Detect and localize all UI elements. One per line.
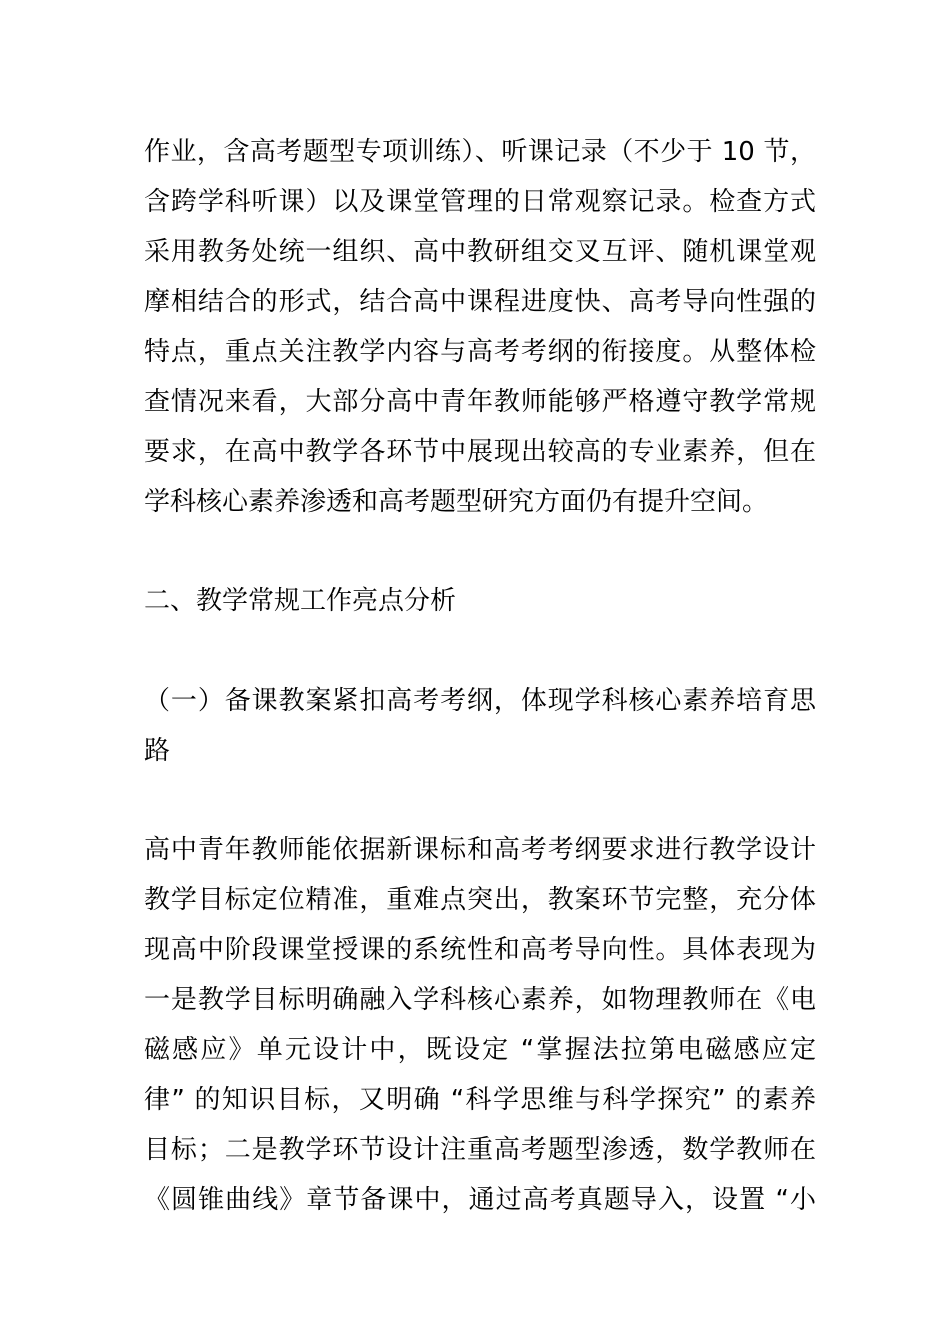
paragraph-line: 学科核心素养渗透和高考题型研究方面仍有提升空间。 bbox=[144, 487, 769, 517]
paragraph-line: 教学目标定位精准，重难点突出，教案环节完整，充分体 bbox=[144, 885, 816, 915]
paragraph-line: 磁感应》单元设计中，既设定 “掌握法拉第电磁感应定 bbox=[144, 1035, 816, 1065]
subsection-heading-line: 路 bbox=[144, 736, 171, 766]
paragraph-line: 高中青年教师能依据新课标和高考考纲要求进行教学设计 bbox=[144, 835, 816, 865]
paragraph-line: 《圆锥曲线》章节备课中，通过高考真题导入，设置 “小 bbox=[144, 1185, 816, 1215]
paragraph-line: 作业，含高考题型专项训练）、听课记录（不少于 10 节， bbox=[144, 137, 816, 167]
paragraph-line: 要求，在高中教学各环节中展现出较高的专业素养，但在 bbox=[144, 437, 816, 467]
section-heading: 二、教学常规工作亮点分析 bbox=[144, 586, 457, 616]
paragraph-line: 目标；二是教学环节设计注重高考题型渗透，数学教师在 bbox=[144, 1135, 816, 1165]
paragraph-line: 一是教学目标明确融入学科核心素养，如物理教师在《电 bbox=[144, 985, 816, 1015]
paragraph-line: 现高中阶段课堂授课的系统性和高考导向性。具体表现为 bbox=[144, 935, 816, 965]
paragraph-line: 含跨学科听课）以及课堂管理的日常观察记录。检查方式 bbox=[144, 187, 816, 217]
paragraph-line: 采用教务处统一组织、高中教研组交叉互评、随机课堂观 bbox=[144, 237, 816, 267]
paragraph-line: 查情况来看，大部分高中青年教师能够严格遵守教学常规 bbox=[144, 387, 816, 417]
paragraph-line: 律” 的知识目标，又明确 “科学思维与科学探究” 的素养 bbox=[144, 1085, 816, 1115]
subsection-heading-line: （一）备课教案紧扣高考考纲，体现学科核心素养培育思 bbox=[144, 686, 816, 716]
paragraph-line: 摩相结合的形式，结合高中课程进度快、高考导向性强的 bbox=[144, 287, 816, 317]
paragraph-line: 特点，重点关注教学内容与高考考纲的衔接度。从整体检 bbox=[144, 337, 816, 367]
